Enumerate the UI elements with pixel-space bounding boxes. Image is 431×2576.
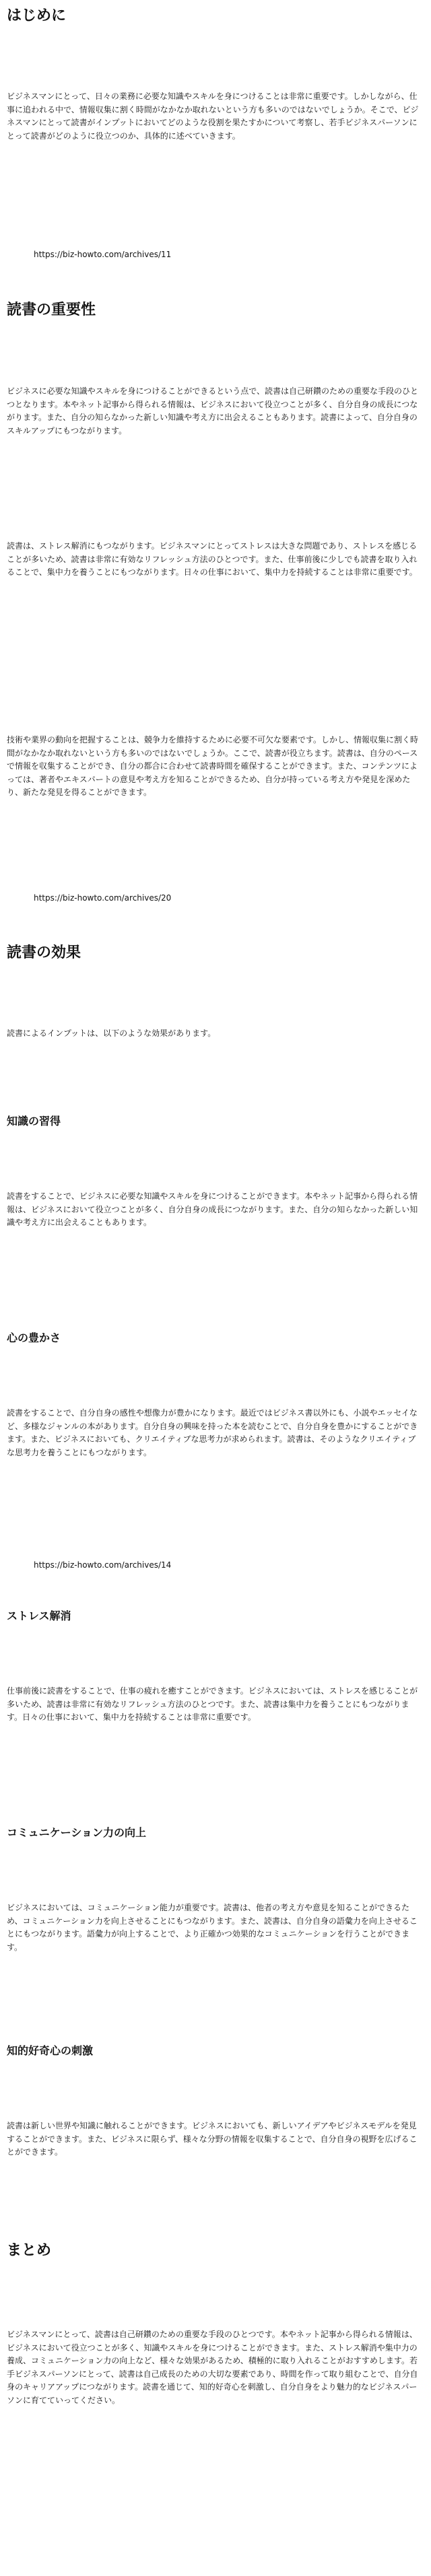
section-heading-summary: まとめ <box>7 2242 52 2259</box>
intro-paragraph: ビジネスマンにとって、日々の業務に必要な知識やスキルを身につけることは非常に重要です。しかしながら、仕事に追われる中で、情報収集に割く時間がなかなか取れないという方も多いのではないでしょうか。そこで、ビジネスマンにとって読書がインプットにおいてどのような役割を果たすかについて考察し、若手ビジネスパーソンにとって読書がどのように役立つのか、具体的に述べていきます。 <box>7 92 419 141</box>
importance-paragraph-3: 技術や業界の動向を把握することは、競争力を維持するために必要不可欠な要素です。しかし、情報収集に割く時間がなかなか取れないという方も多いのではないでしょうか。ここで、読書が役立ちます。読書は、自分のペースで情報を収集することができ、自分の都合に合わせて読書時間を確保することができます。また、コンテンツによっては、著者やエキスパートの意見や考え方を知ることができるため、自分が持っている考え方や発見を深めたり、新たな発見を得ることができます。 <box>7 735 419 797</box>
link-archives-11[interactable]: https://biz-howto.com/archives/11 <box>34 250 172 259</box>
subheading-richness: 心の豊かさ <box>7 1331 61 1344</box>
subheading-knowledge: 知識の習得 <box>7 1115 61 1127</box>
subheading-stress: ストレス解消 <box>7 1609 71 1622</box>
section-heading-intro: はじめに <box>7 7 67 24</box>
richness-paragraph: 読書をすることで、自分自身の感性や想像力が豊かになります。最近ではビジネス書以外にも、小説やエッセイなど、多様なジャンルの本があります。自分自身の興味を持った本を読むことで、自分自身を豊かにすることができます。また、ビジネスにおいても、クリエイティブな思考力が求められます。読書は、そのようなクリエイティブな思考力を養うことにもつながります。 <box>7 1408 418 1457</box>
stress-paragraph: 仕事前後に読書をすることで、仕事の疲れを癒すことができます。ビジネスにおいては、ストレスを感じることが多いため、読書は非常に有効なリフレッシュ方法のひとつです。また、読書は集中力を養うことにもつながります。日々の仕事において、集中力を持続することは非常に重要です。 <box>7 1686 418 1722</box>
section-heading-effects: 読書の効果 <box>7 944 81 961</box>
knowledge-paragraph: 読書をすることで、ビジネスに必要な知識やスキルを身につけることができます。本やネット記事から得られる情報は、ビジネスにおいて役立つことが多く、自分自身の成長につながります。また、自分の知らなかった新しい知識や考え方に出会えることもあります。 <box>7 1191 418 1227</box>
importance-paragraph-1: ビジネスに必要な知識やスキルを身につけることができるという点で、読書は自己研鑽のための重要な手段のひとつとなります。本やネット記事から得られる情報は、ビジネスにおいて役立つことが多く、自分自身の成長につながります。また、自分の知らなかった新しい知識や考え方に出会えることもあります。読書によって、自分自身のスキルアップにもつながります。 <box>7 386 419 436</box>
link-archives-20[interactable]: https://biz-howto.com/archives/20 <box>34 893 172 903</box>
summary-paragraph: ビジネスマンにとって、読書は自己研鑽のための重要な手段のひとつです。本やネット記事から得られる情報は、ビジネスにおいて役立つことが多く、知識やスキルを身につけることができます。また、ストレス解消や集中力の養成、コミュニケーション力の向上など、様々な効果があるため、積極的に取り入れることがおすすめします。若手ビジネスパーソンにとって、読書は自己成長のための大切な要素であり、時間を作って取り組むことで、自分自身のキャリアアップにつながります。読書を通じて、知的好奇心を刺激し、自分自身をより魅力的なビジネスパーソンに育てていってください。 <box>7 2330 418 2405</box>
importance-paragraph-2: 読書は、ストレス解消にもつながります。ビジネスマンにとってストレスは大きな問題であり、ストレスを感じることが多いため、読書は非常に有効なリフレッシュ方法のひとつです。また、仕事前後に少しでも読書を取り入れることで、集中力を養うことにもつながります。日々の仕事において、集中力を持続することは非常に重要です。 <box>7 541 418 577</box>
effects-paragraph: 読書によるインプットは、以下のような効果があります。 <box>7 1029 216 1038</box>
curiosity-paragraph: 読書は新しい世界や知識に触れることができます。ビジネスにおいても、新しいアイデアやビジネスモデルを発見することができます。また、ビジネスに限らず、様々な分野の情報を収集することで、自分自身の視野を広げることができます。 <box>7 2121 418 2157</box>
communication-paragraph: ビジネスにおいては、コミュニケーション能力が重要です。読書は、他者の考え方や意見を知ることができるため、コミュニケーション力を向上させることにもつながります。また、読書は、自分自身の語彙力を向上させることにもつながります。語彙力が向上することで、より正確かつ効果的なコミュニケーションを行うことができます。 <box>7 1903 418 1952</box>
subheading-curiosity: 知的好奇心の刺激 <box>7 2044 94 2057</box>
section-heading-importance: 読書の重要性 <box>7 302 96 318</box>
subheading-communication: コミュニケーション力の向上 <box>7 1826 147 1839</box>
link-archives-14[interactable]: https://biz-howto.com/archives/14 <box>34 1560 172 1570</box>
